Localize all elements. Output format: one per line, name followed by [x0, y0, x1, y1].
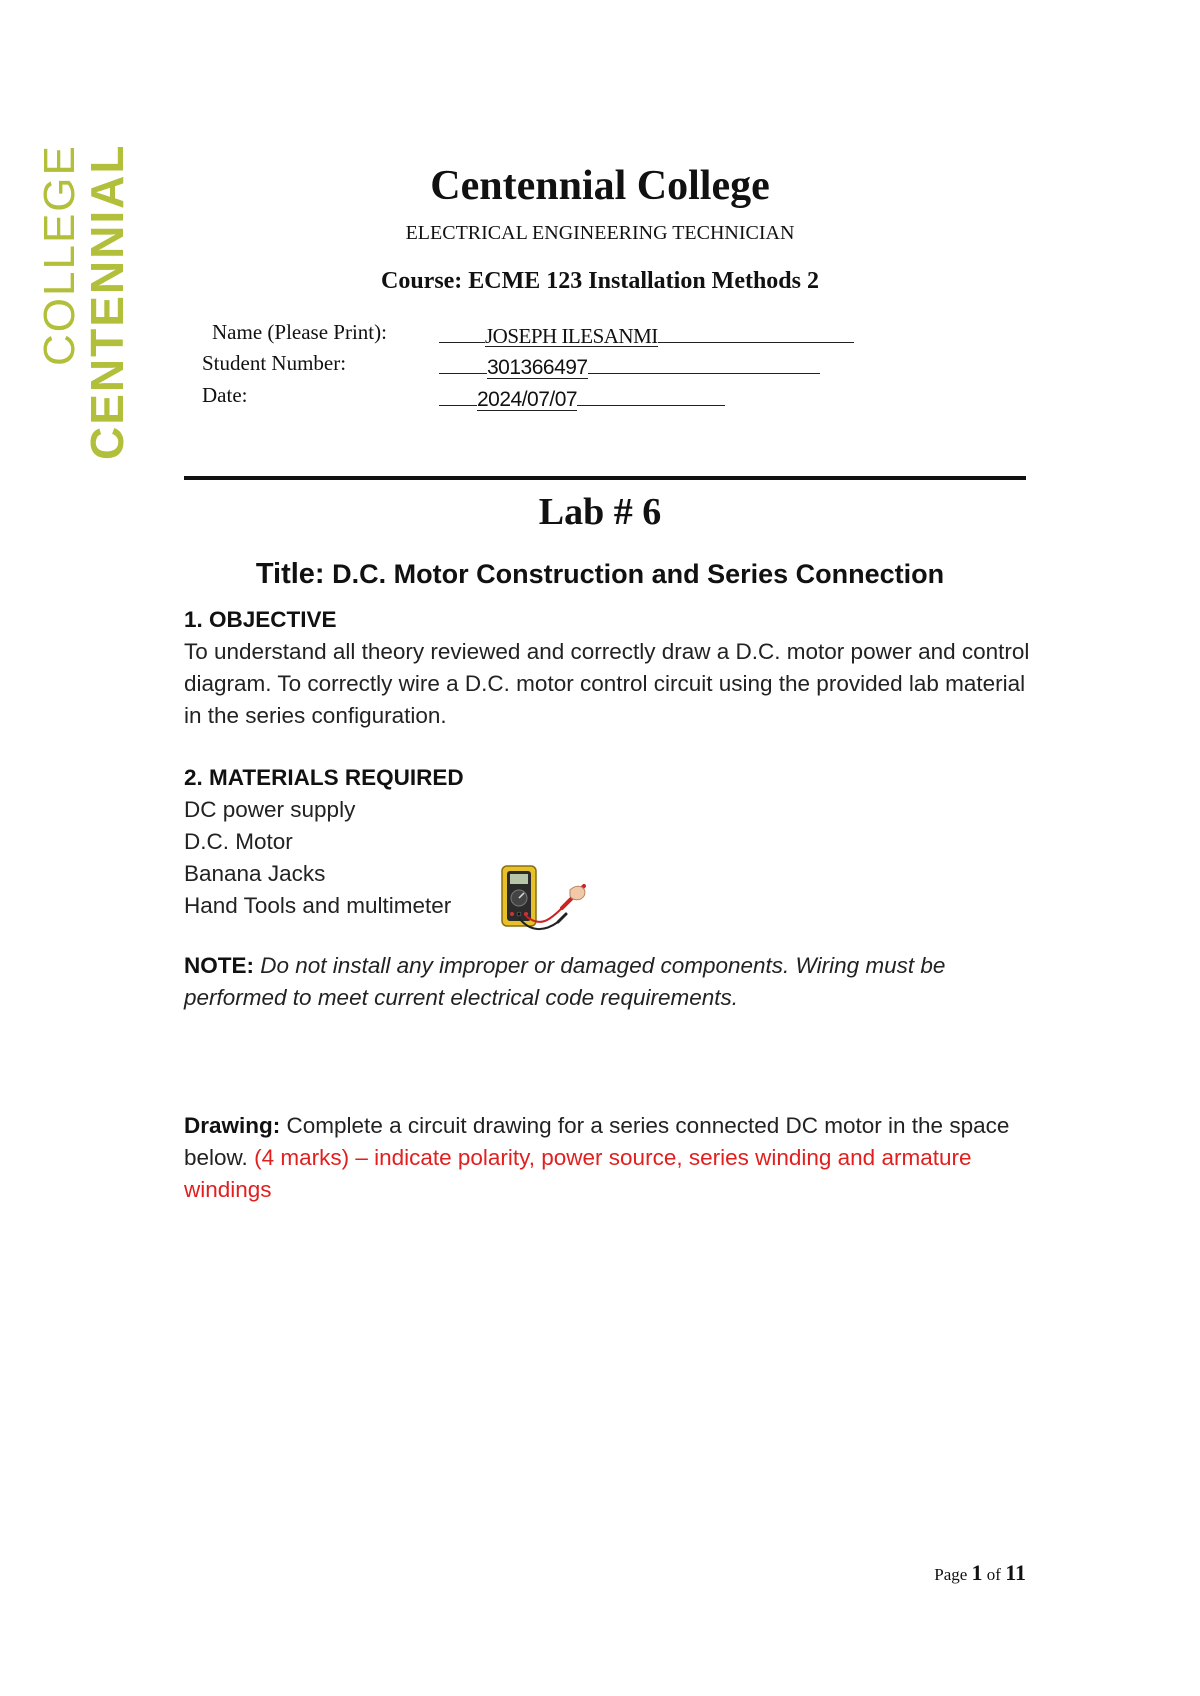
drawing-label: Drawing: — [184, 1113, 281, 1138]
underline — [658, 320, 854, 343]
objective-heading: 1. OBJECTIVE — [184, 607, 337, 632]
note-text: Do not install any improper or damaged components. Wiring must be performed to meet current electrical code requirements. — [184, 953, 946, 1010]
student-value-wrap — [439, 351, 820, 380]
date-value: 2024/07/07 — [477, 388, 578, 411]
material-item: DC power supply — [184, 797, 356, 822]
name-label: Name (Please Print): — [212, 320, 387, 344]
course-title: Course: ECME 123 Installation Methods 2 — [380, 268, 819, 294]
underline — [588, 351, 820, 374]
centennial-college-logo — [35, 40, 184, 460]
program-name: ELECTRICAL ENGINEERING TECHNICIAN — [405, 222, 795, 244]
underline — [439, 383, 477, 406]
page-word: Page — [934, 1565, 968, 1584]
name-value-wrap — [439, 320, 854, 349]
drawing-marks: (4 marks) – indicate polarity, power source, series winding and armature windings — [184, 1145, 972, 1202]
page-total: 11 — [1005, 1560, 1026, 1585]
page-footer — [934, 1560, 1026, 1586]
material-item: Hand Tools and multimeter — [184, 893, 452, 918]
logo-line-centennial: CENTENNIAL — [81, 143, 133, 460]
student-number-value: 301366497 — [487, 356, 588, 379]
student-number-field — [202, 351, 902, 377]
student-number-label: Student Number: — [202, 351, 347, 375]
lab-number: Lab # 6 — [538, 491, 662, 533]
name-value: JOSEPH ILESANMI — [485, 324, 658, 348]
note-section — [184, 950, 1034, 1014]
materials-heading: 2. MATERIALS REQUIRED — [184, 765, 464, 790]
page-number: 1 — [971, 1560, 983, 1585]
objective-text: To understand all theory reviewed and correctly draw a D.C. motor power and control diagram. To correctly wire a D.C. motor control circuit using the provided lab material in the series configuration. — [184, 639, 1030, 728]
underline — [439, 351, 487, 374]
multimeter-icon — [500, 860, 590, 934]
drawing-section — [184, 1110, 1034, 1206]
date-value-wrap — [439, 383, 725, 412]
lab-title — [0, 558, 1200, 591]
logo-line-college: COLLEGE — [35, 144, 84, 366]
materials-section — [184, 762, 1034, 922]
material-item: Banana Jacks — [184, 861, 326, 886]
date-field — [202, 383, 902, 409]
underline — [577, 383, 725, 406]
note-label: NOTE: — [184, 953, 254, 978]
institution-title: Centennial College — [430, 163, 770, 209]
underline — [439, 320, 485, 343]
header-divider — [184, 476, 1026, 480]
material-item: D.C. Motor — [184, 829, 293, 854]
drawing-text: Complete a circuit drawing for a series connected DC motor in the space below. — [184, 1113, 1010, 1170]
of-word: of — [986, 1565, 1001, 1584]
lab-title-prefix: Title: — [255, 558, 325, 590]
name-field — [212, 320, 912, 346]
objective-section — [184, 604, 1034, 732]
lab-title-text: D.C. Motor Construction and Series Connection — [332, 559, 945, 589]
date-label: Date: — [202, 383, 248, 407]
